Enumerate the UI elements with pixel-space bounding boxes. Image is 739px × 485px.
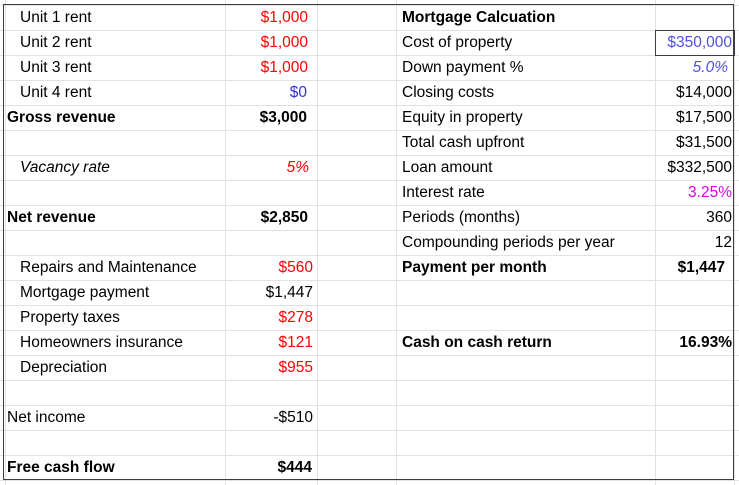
cash-on-cash-return-label[interactable]: Cash on cash return (402, 334, 552, 351)
net-revenue-label[interactable]: Net revenue (7, 209, 96, 226)
total-cash-upfront-value[interactable]: $31,500 (675, 134, 732, 151)
closing-costs-label[interactable]: Closing costs (402, 84, 495, 101)
periods-months-label[interactable]: Periods (months) (402, 209, 521, 226)
homeowners-insurance-label[interactable]: Homeowners insurance (20, 334, 183, 351)
down-payment-value[interactable]: 5.0% (692, 59, 728, 76)
free-cash-flow-value[interactable]: $444 (277, 459, 312, 476)
payment-per-month-value[interactable]: $1,447 (677, 259, 725, 276)
total-cash-upfront-label[interactable]: Total cash upfront (402, 134, 525, 151)
interest-rate-label[interactable]: Interest rate (402, 184, 485, 201)
mortgage-calculation-title[interactable]: Mortgage Calcuation (402, 9, 556, 26)
property-taxes-label[interactable]: Property taxes (20, 309, 120, 326)
periods-months-value[interactable]: 360 (706, 209, 732, 226)
repairs-maintenance-label[interactable]: Repairs and Maintenance (20, 259, 197, 276)
depreciation-value[interactable]: $955 (278, 359, 313, 376)
cash-on-cash-return-value[interactable]: 16.93% (679, 334, 732, 351)
loan-amount-label[interactable]: Loan amount (402, 159, 493, 176)
down-payment-label[interactable]: Down payment % (402, 59, 524, 76)
cost-of-property-label[interactable]: Cost of property (402, 34, 513, 51)
interest-rate-value[interactable]: 3.25% (688, 184, 732, 201)
equity-in-property-label[interactable]: Equity in property (402, 109, 523, 126)
gridline (734, 0, 735, 485)
loan-amount-value[interactable]: $332,500 (667, 159, 732, 176)
unit-2-rent-label[interactable]: Unit 2 rent (20, 34, 92, 51)
homeowners-insurance-value[interactable]: $121 (278, 334, 313, 351)
net-revenue-value[interactable]: $2,850 (260, 209, 308, 226)
gross-revenue-value[interactable]: $3,000 (259, 109, 307, 126)
property-taxes-value[interactable]: $278 (278, 309, 313, 326)
vacancy-rate-label[interactable]: Vacancy rate (20, 159, 110, 176)
gross-revenue-label[interactable]: Gross revenue (7, 109, 116, 126)
mortgage-payment-label[interactable]: Mortgage payment (20, 284, 150, 301)
unit-1-rent-value[interactable]: $1,000 (260, 9, 308, 26)
equity-in-property-value[interactable]: $17,500 (675, 109, 732, 126)
cost-of-property-value[interactable]: $350,000 (667, 34, 732, 51)
depreciation-label[interactable]: Depreciation (20, 359, 108, 376)
compounding-periods-label[interactable]: Compounding periods per year (402, 234, 615, 251)
net-income-label[interactable]: Net income (7, 409, 86, 426)
vacancy-rate-value[interactable]: 5% (286, 159, 309, 176)
free-cash-flow-label[interactable]: Free cash flow (7, 459, 115, 476)
compounding-periods-value[interactable]: 12 (714, 234, 732, 251)
payment-per-month-label[interactable]: Payment per month (402, 259, 547, 276)
gridline (0, 480, 739, 481)
unit-3-rent-value[interactable]: $1,000 (260, 59, 308, 76)
mortgage-payment-value[interactable]: $1,447 (265, 284, 313, 301)
table-border (3, 4, 734, 480)
closing-costs-value[interactable]: $14,000 (675, 84, 732, 101)
unit-4-rent-label[interactable]: Unit 4 rent (20, 84, 92, 101)
unit-4-rent-value[interactable]: $0 (289, 84, 307, 101)
unit-3-rent-label[interactable]: Unit 3 rent (20, 59, 92, 76)
unit-1-rent-label[interactable]: Unit 1 rent (20, 9, 92, 26)
unit-2-rent-value[interactable]: $1,000 (260, 34, 308, 51)
repairs-maintenance-value[interactable]: $560 (278, 259, 313, 276)
net-income-value[interactable]: -$510 (273, 409, 313, 426)
